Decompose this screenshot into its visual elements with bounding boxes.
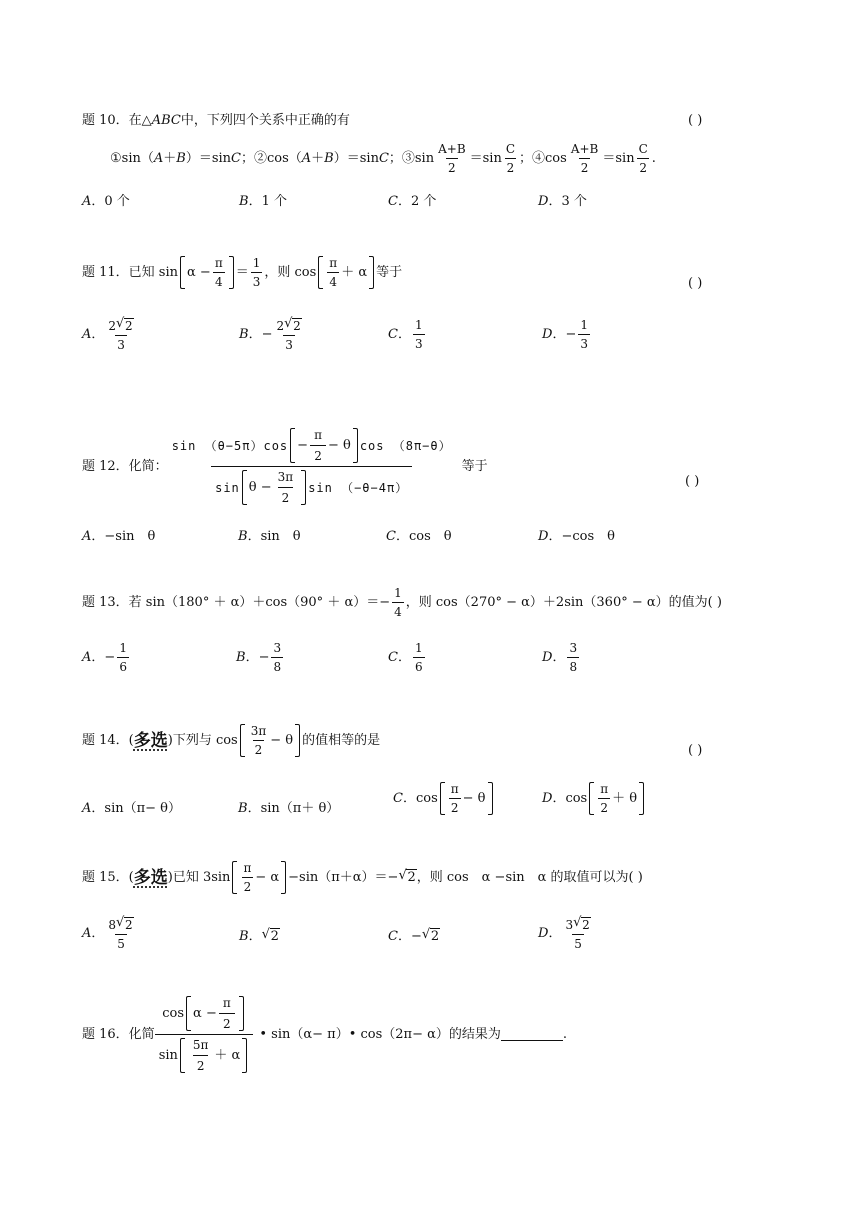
fraction-5pi-over-2 xyxy=(189,1038,213,1073)
denominator: 3 xyxy=(115,335,127,352)
denominator: 8 xyxy=(271,657,283,674)
q10-answer-paren[interactable]: ( ) xyxy=(688,113,703,128)
option-text: sin（π− θ） xyxy=(104,801,182,816)
q14-label: 题 14．( xyxy=(82,732,134,748)
option-letter: B xyxy=(239,928,249,944)
minus-theta: − θ xyxy=(327,437,351,453)
var-b: B xyxy=(324,150,334,166)
fraction-3pi-over-2 xyxy=(274,470,298,505)
numerator xyxy=(563,917,592,934)
option-text: 1 个 xyxy=(261,194,287,209)
sqrt-symbol xyxy=(284,318,302,333)
rel-2-prefix: ；②cos（ xyxy=(240,150,302,166)
numerator: π xyxy=(214,256,223,270)
q12-stem xyxy=(82,428,488,505)
bracket-pi-over-2-minus-theta xyxy=(440,782,493,815)
fraction-one-third xyxy=(251,256,263,289)
q13-option-d[interactable]: D ． $\frac{3}{8}$ xyxy=(542,641,578,674)
q14-option-d[interactable]: D ． cos $\frac{\pi}{2}$ ＋ θ xyxy=(542,782,646,815)
q16-rest: • sin（α− π）• cos（2π− α）的结果为 xyxy=(259,1026,501,1042)
sqrt-symbol xyxy=(573,917,591,932)
option-letter: A xyxy=(82,801,92,816)
num-part-2: cos （8π−θ） xyxy=(359,438,452,453)
fraction-pi-over-4 xyxy=(213,256,225,289)
option-fraction xyxy=(106,917,135,951)
sqrt-symbol xyxy=(422,928,440,945)
q13-label: 题 13．若 sin（180° ＋ α）＋cos（90° ＋ α）＝− xyxy=(82,594,391,610)
numerator: 1 xyxy=(414,318,423,332)
var-c: C xyxy=(231,150,241,166)
q11-option-a[interactable]: A ． $\frac{2√ 2}{3}$ xyxy=(82,318,138,352)
q12-label: 题 12．化简： xyxy=(82,458,168,474)
fraction-pi-over-2 xyxy=(449,782,461,815)
sqrt-symbol xyxy=(116,917,134,932)
multi-select-tag: 多选 xyxy=(133,730,168,751)
option-letter: A xyxy=(82,926,92,941)
option-letter: D xyxy=(542,790,553,806)
option-letter: A xyxy=(82,327,92,342)
q15-option-a[interactable]: A ． $\frac{8√ 2}{5}$ xyxy=(82,917,138,951)
denominator: 4 xyxy=(213,272,225,289)
numerator xyxy=(274,318,303,335)
fraction-pi-over-2 xyxy=(598,782,610,815)
option-letter: B xyxy=(239,194,249,209)
option-letter: D xyxy=(542,649,553,665)
numerator xyxy=(158,996,249,1034)
fraction-pi-over-4 xyxy=(327,256,339,289)
minus-alpha: − α xyxy=(255,869,280,885)
option-letter: C xyxy=(386,529,396,544)
sqrt-symbol xyxy=(116,318,134,333)
q15-option-c[interactable]: C ． − √ 2 xyxy=(388,928,440,945)
q15-rest: ，则 cos α −sin α 的取值可以为( ) xyxy=(416,869,643,885)
alpha-minus: α − xyxy=(187,264,211,280)
q10-option-a[interactable]: A．0 个 xyxy=(82,194,130,209)
sqrt-symbol xyxy=(398,869,416,886)
numerator: 1 xyxy=(580,318,588,332)
bracket-neg-pi-over-2-minus-theta xyxy=(290,428,358,463)
fraction-pi-over-2 xyxy=(310,428,326,463)
numerator: 1 xyxy=(252,256,261,270)
q12-tail: 等于 xyxy=(461,458,488,474)
option-text: sin θ xyxy=(260,529,301,544)
var-a: A xyxy=(301,150,312,166)
denominator: 3 xyxy=(283,335,295,352)
denominator: 8 xyxy=(567,657,579,674)
denominator: 3 xyxy=(251,272,263,289)
plus-alpha: ＋ α xyxy=(341,264,368,280)
q12-answer-paren[interactable]: ( ) xyxy=(685,474,700,489)
option-text: cos θ xyxy=(408,529,452,544)
q10-option-d[interactable]: D．3 个 xyxy=(538,194,587,209)
coef: 2 xyxy=(276,319,285,333)
option-text: 2 个 xyxy=(410,194,437,209)
option-letter: D xyxy=(538,529,549,544)
denominator: 2 xyxy=(637,158,649,175)
plus: ＋ xyxy=(163,150,177,166)
q15-option-d[interactable]: D ． $\frac{3√ 2}{5}$ xyxy=(538,917,595,951)
numerator: π xyxy=(329,256,338,270)
radicand: 2 xyxy=(293,319,301,333)
q12-option-d[interactable]: D．−cos θ xyxy=(538,529,615,544)
sqrt-symbol xyxy=(262,928,280,945)
radicand: 2 xyxy=(430,929,440,944)
radicand: 2 xyxy=(125,319,133,333)
q13-option-c[interactable]: C ． $\frac{1}{6}$ xyxy=(388,641,423,674)
denominator: 2 xyxy=(242,877,254,894)
q11-option-d[interactable]: D ． − $\frac{1}{3}$ xyxy=(542,318,588,351)
bracket-pi-over-2-plus-theta xyxy=(589,782,644,815)
denominator: 6 xyxy=(117,657,129,674)
option-text: −sin θ xyxy=(104,529,156,544)
numerator: A+B xyxy=(570,142,599,156)
cos: cos xyxy=(565,790,588,806)
var-c: C xyxy=(378,150,389,166)
q14-option-a[interactable]: A．sin（π− θ） xyxy=(82,801,182,816)
q12-big-fraction xyxy=(168,428,456,505)
denominator: 2 xyxy=(310,445,326,463)
rel-4-prefix: ；④cos xyxy=(519,150,567,166)
q15-option-b[interactable]: B ． √ 2 xyxy=(239,928,280,945)
var-a: A xyxy=(153,150,164,166)
fraction-a-plus-b-over-2 xyxy=(569,142,601,175)
denominator: 6 xyxy=(413,657,425,674)
cos: cos xyxy=(415,790,438,806)
numerator: 1 xyxy=(394,586,402,600)
q13-rest: ，则 cos（270° − α）＋2sin（360° − α）的值为( ) xyxy=(405,594,722,610)
option-letter: C xyxy=(388,649,398,665)
eq-sin: ＝sin xyxy=(469,150,502,166)
option-text: sin（π＋ θ） xyxy=(260,801,340,816)
q11-tail: 等于 xyxy=(376,264,403,280)
denominator: 2 xyxy=(579,158,591,175)
denominator: 2 xyxy=(278,487,294,505)
numerator: π xyxy=(222,996,231,1010)
eq-sin: ）＝sin xyxy=(185,150,232,166)
q13-option-b[interactable]: B ． − $\frac{3}{8}$ xyxy=(236,641,282,674)
q10-option-b[interactable]: B．1 个 xyxy=(239,194,287,209)
sign: − xyxy=(104,649,116,665)
numerator: π xyxy=(600,782,609,796)
alpha-minus: α − xyxy=(193,1005,217,1021)
option-letter: A xyxy=(82,529,92,544)
numerator: π xyxy=(243,861,252,875)
theta-minus: θ − xyxy=(248,479,272,495)
sin: sin xyxy=(158,1047,178,1063)
coef: 8 xyxy=(108,918,117,932)
cos: cos xyxy=(162,1005,185,1021)
q14-answer-paren[interactable]: ( ) xyxy=(688,743,703,758)
bracket-alpha-minus-pi-over-4 xyxy=(180,256,234,289)
denominator: 3 xyxy=(578,334,590,351)
radicand: 2 xyxy=(125,918,133,932)
bracket-3pi-over-2-minus-theta xyxy=(240,724,300,757)
option-fraction xyxy=(563,917,592,951)
q16-answer-blank[interactable] xyxy=(501,1028,563,1041)
sign: − xyxy=(261,327,273,342)
plus-alpha: ＋ α xyxy=(214,1047,241,1063)
fraction-a-plus-b-over-2 xyxy=(436,142,468,175)
q15-stem-text: )已知 3sin xyxy=(167,869,231,885)
option-text: 0 个 xyxy=(104,194,130,209)
denominator: 2 xyxy=(598,798,610,815)
numerator: 3π xyxy=(277,470,294,484)
q12-option-b[interactable]: B．sin θ xyxy=(238,529,301,544)
sign: − xyxy=(565,326,577,342)
then-cos: ，则 cos xyxy=(264,264,317,280)
den-part-2: sin （−θ−4π） xyxy=(308,480,409,495)
option-letter: C xyxy=(388,326,398,342)
plus: ＋ xyxy=(311,150,325,166)
fraction-c-over-2 xyxy=(504,142,517,175)
option-fraction xyxy=(271,641,283,674)
numerator xyxy=(106,917,135,934)
bracket-alpha-minus-pi-over-2 xyxy=(186,996,244,1031)
eq-sin: ）＝sin xyxy=(333,150,379,166)
q11-stem xyxy=(82,256,402,289)
radicand: 2 xyxy=(270,929,279,944)
numerator: 3 xyxy=(569,641,578,655)
denominator: 2 xyxy=(193,1055,209,1073)
var-b: B xyxy=(176,150,186,166)
sign: − xyxy=(410,928,422,944)
eq-sin: ＝sin xyxy=(602,150,635,166)
q11-option-b[interactable]: B ． − $\frac{2√ 2}{3}$ xyxy=(239,318,306,352)
option-fraction xyxy=(106,318,135,352)
q13-option-a[interactable]: A ． − $\frac{1}{6}$ xyxy=(82,641,127,674)
numerator: A+B xyxy=(438,142,466,156)
q16-big-fraction xyxy=(155,996,254,1073)
fraction-one-quarter xyxy=(392,586,404,619)
q10-relations xyxy=(110,142,656,175)
bracket-theta-minus-3pi-over-2 xyxy=(242,470,306,505)
option-letter: B xyxy=(238,801,248,816)
radicand: 2 xyxy=(407,870,416,885)
q10-label: 题 10．在△ xyxy=(82,113,152,128)
denominator: 3 xyxy=(413,334,425,351)
numerator: C xyxy=(638,142,648,156)
numerator: 1 xyxy=(119,641,127,655)
denominator: 5 xyxy=(572,934,584,951)
rel-3-prefix: ；③sin xyxy=(388,150,435,166)
option-letter: A xyxy=(82,649,92,665)
option-letter: C xyxy=(393,790,403,806)
numerator: C xyxy=(505,142,516,156)
denominator: 2 xyxy=(446,158,458,175)
option-fraction xyxy=(413,641,425,674)
numerator: 5π xyxy=(192,1038,209,1052)
q14-option-b[interactable]: B．sin（π＋ θ） xyxy=(238,801,340,816)
option-letter: C xyxy=(388,194,398,209)
q14-tail: 的值相等的是 xyxy=(302,732,381,748)
fraction-3pi-over-2 xyxy=(249,724,269,757)
numerator: 3π xyxy=(250,724,267,738)
numerator xyxy=(168,428,456,466)
q10-stem xyxy=(82,113,350,129)
option-text: −cos θ xyxy=(561,529,615,544)
option-letter: A xyxy=(82,194,92,209)
numerator: 3 xyxy=(273,641,282,655)
multi-select-tag: 多选 xyxy=(133,867,168,888)
den-part-1: sin xyxy=(215,480,240,495)
option-fraction xyxy=(117,641,129,674)
coef: 3 xyxy=(565,918,574,932)
denominator: 2 xyxy=(505,158,517,175)
option-fraction xyxy=(567,641,579,674)
numerator: π xyxy=(450,782,459,796)
q15-mid: −sin（π＋α）＝− xyxy=(288,869,399,885)
rel-1-prefix: ①sin（ xyxy=(110,150,154,166)
coef: 2 xyxy=(108,319,117,333)
bracket-pi-over-2-minus-alpha xyxy=(232,861,286,894)
fraction-pi-over-2 xyxy=(241,861,253,894)
option-fraction xyxy=(578,318,590,351)
plus-theta: ＋ θ xyxy=(612,790,638,806)
q12-option-a[interactable]: A．−sin θ xyxy=(82,529,156,544)
option-text: 3 个 xyxy=(561,194,587,209)
denominator: 2 xyxy=(253,740,265,757)
numerator: π xyxy=(314,428,322,442)
period: . xyxy=(651,150,656,166)
fraction-pi-over-2 xyxy=(219,996,235,1031)
option-fraction xyxy=(274,318,303,352)
q14-option-c[interactable]: C ． cos $\frac{\pi}{2}$ − θ xyxy=(393,782,495,815)
q10-stem-text: 中，下列四个关系中正确的有 xyxy=(180,113,350,128)
minus-theta: − θ xyxy=(462,790,486,806)
option-letter: D xyxy=(538,926,549,941)
option-fraction xyxy=(413,318,425,351)
denominator xyxy=(155,1034,254,1073)
q11-answer-paren[interactable]: ( ) xyxy=(688,276,703,291)
q13-stem xyxy=(82,586,722,619)
denominator: 4 xyxy=(327,272,339,289)
denominator: 2 xyxy=(449,798,461,815)
q15-stem xyxy=(82,861,643,894)
option-letter: B xyxy=(236,649,246,665)
q10-triangle-name: ABC xyxy=(151,113,181,128)
q12-option-c[interactable]: C．cos θ xyxy=(386,529,452,544)
bracket-5pi-over-2-plus-alpha xyxy=(180,1038,247,1073)
q11-option-c[interactable]: C ． $\frac{1}{3}$ xyxy=(388,318,423,351)
option-letter: D xyxy=(538,194,549,209)
denominator xyxy=(211,466,412,505)
numerator: 1 xyxy=(414,641,423,655)
q10-option-c[interactable]: C．2 个 xyxy=(388,194,437,209)
option-letter: D xyxy=(542,326,553,342)
sign: − xyxy=(258,649,270,665)
option-letter: C xyxy=(388,928,398,944)
q11-label: 题 11．已知 sin xyxy=(82,264,179,280)
q16-stem xyxy=(82,996,567,1073)
minus: − xyxy=(297,437,309,453)
denominator: 5 xyxy=(115,934,127,951)
radicand: 2 xyxy=(582,918,590,932)
num-part-1: sin （θ−5π）cos xyxy=(171,438,289,453)
denominator: 2 xyxy=(219,1013,235,1031)
bracket-pi-over-4-plus-alpha xyxy=(318,256,374,289)
fraction-c-over-2 xyxy=(637,142,650,175)
minus-theta: − θ xyxy=(270,732,294,748)
q15-label: 题 15．( xyxy=(82,869,134,885)
option-letter: B xyxy=(238,529,248,544)
numerator xyxy=(106,318,135,335)
option-letter: B xyxy=(239,327,249,342)
denominator: 4 xyxy=(392,602,404,619)
q14-stem xyxy=(82,724,380,757)
period: . xyxy=(562,1026,568,1042)
q14-stem-text: )下列与 cos xyxy=(167,732,238,748)
q16-label: 题 16．化简 xyxy=(82,1026,155,1042)
equals: ＝ xyxy=(235,264,249,280)
